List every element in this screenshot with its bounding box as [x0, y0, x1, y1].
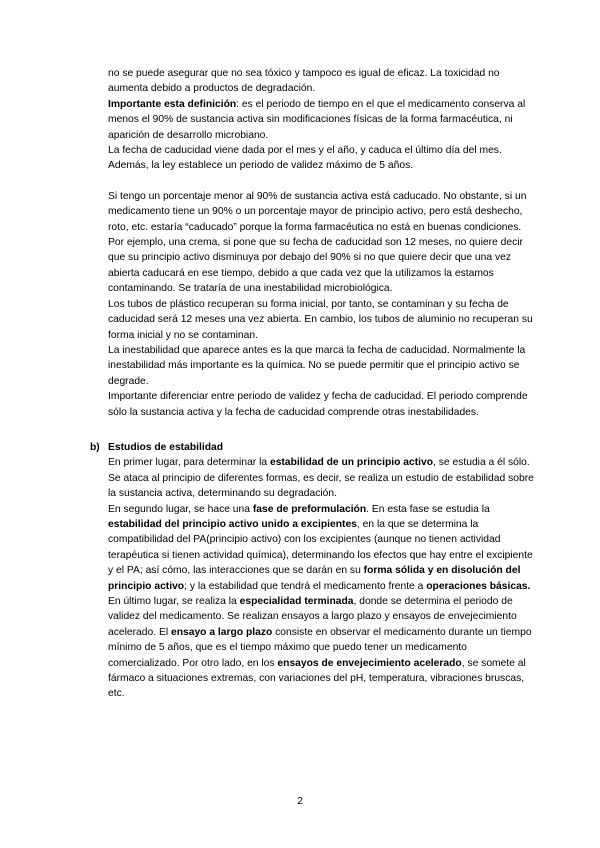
paragraph-last-step [108, 594, 534, 702]
paragraph-definition [108, 97, 534, 143]
paragraph-second-step [108, 502, 534, 594]
paragraph-expiry-date: La fecha de caducidad viene dada por el mes y el año, y caduca el último día del mes. Además, la ley establece un periodo de validez máximo de 5 años. [108, 145, 502, 172]
definition-text: : es el periodo de tiempo en el que el medicamento conserva al menos el 90% de sustancia activa sin modificaciones físicas de la forma farmacéutica, ni aparición de desarrollo microbiano. [108, 98, 526, 141]
paragraph-tubes: Los tubos de plástico recuperan su forma inicial, por tanto, se contaminan y su fecha de caducidad será 12 meses una vez abierta. En cambio, los tubos de aluminio no recuperan su forma inicial y no se contaminan. [108, 298, 533, 341]
text-run: , en la que se determina la compatibilidad del PA(principio activo) con los excipientes (aunque no tienen actividad terapéutica si tienen actividad química), determinando los efectos que hay entre el excipiente y el PA; así cómo, las interacciones que se darán en su [108, 518, 533, 577]
bold-run: forma sólida y en disolución del principio activo [108, 565, 521, 592]
text-run: En último lugar, se realiza la [108, 596, 240, 607]
text-run: , se somete al fármaco a situaciones extremas, con variaciones del pH, temperatura, vibraciones bruscas, etc. [108, 657, 526, 700]
bold-run: operaciones básicas. [426, 580, 531, 592]
bold-run: fase de preformulación [252, 503, 367, 515]
text-run: En segundo lugar, se hace una [108, 503, 253, 515]
text-run: ; y la estabilidad que tendrá el medicamento frente a [184, 580, 427, 592]
definition-label: Importante esta definición [108, 98, 237, 110]
section-heading [90, 440, 534, 455]
paragraph-percentage: Si tengo un porcentaje menor al 90% de sustancia activa está caducado. No obstante, si un medicamento tiene un 90% o un porcentaje mayor de principio activo, pero está deshecho, roto, etc. estaría “caducado” porque la forma farmacéutica no está en buenas condiciones. [108, 190, 527, 233]
paragraph-toxicity: no se puede asegurar que no sea tóxico y tampoco es igual de eficaz. La toxicidad no aumenta debido a productos de degradación. [108, 68, 500, 95]
paragraph-instability: La inestabilidad que aparece antes es la que marca la fecha de caducidad. Normalmente la inestabilidad más importante es la química. No se puede permitir que el principio activo se degrade. [108, 344, 526, 387]
text-run: . En esta fase se estudia la [366, 503, 490, 515]
section-title: Estudios de estabilidad [108, 441, 224, 453]
page-number: 2 [297, 795, 303, 807]
bold-run: ensayo a largo plazo [170, 626, 273, 638]
paragraph-first-step [108, 455, 534, 501]
spacer [108, 420, 534, 440]
paragraph-cream-example: Por ejemplo, una crema, si pone que su fecha de caducidad son 12 meses, no quiere decir que su principio activo disminuya por debajo del 90% si no que quiere decir que una vez abierta caducará en ese tiempo, debido a que cada vez que la utilizamos la estamos contaminando. Se trataría de una inestabilidad microbiológica. [108, 237, 523, 295]
document-body [90, 66, 534, 702]
text-run: En primer lugar, para determinar la [108, 457, 270, 469]
section-b [90, 440, 534, 702]
paragraph-validity-vs-expiry: Importante diferenciar entre periodo de validez y fecha de caducidad. El periodo comprende sólo la sustancia activa y la fecha de caducidad comprende otras inestabilidades. [108, 391, 528, 418]
text-run: , donde se determina el periodo de validez del medicamento. Se realizan ensayos a largo plazo y ensayos de envejecimiento acelerado. El [108, 596, 517, 638]
text-run: , se estudia a él sólo. Se ataca al principio de diferentes formas, es decir, se realiza un estudio de estabilidad sobre la sustancia activa, determinando su degradación. [108, 457, 534, 500]
bold-run: ensayos de envejecimiento acelerado [277, 657, 462, 669]
bold-run: estabilidad del principio activo unido a excipientes [108, 518, 357, 530]
bold-run: estabilidad de un principio activo [269, 457, 434, 469]
section-letter: b) [90, 441, 100, 453]
bold-run: especialidad terminada [239, 596, 354, 607]
spacer [108, 174, 534, 189]
text-run: consiste en observar el medicamento durante un tiempo mínimo de 5 años, que es el tiempo máximo que puedo tener un medicamento comercializado. Por otro lado, en los [108, 626, 532, 669]
